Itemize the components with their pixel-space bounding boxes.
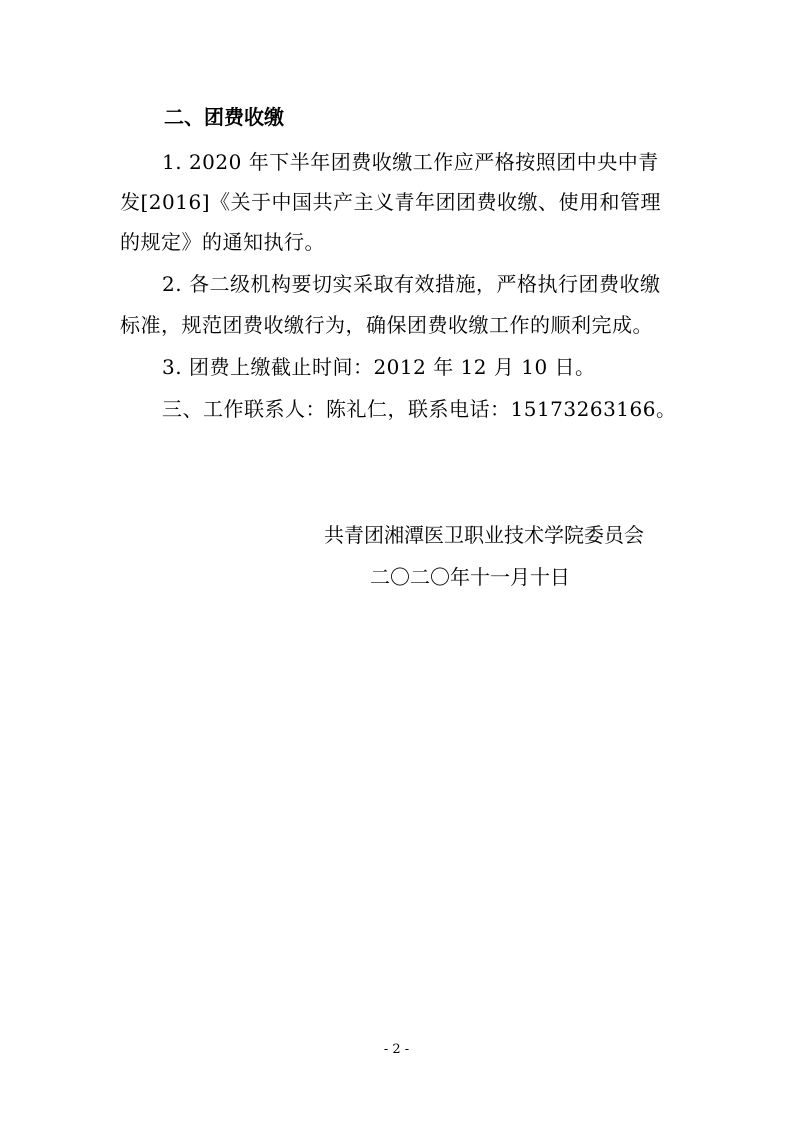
paragraph-2-line-1: 2. 各二级机构要切实采取有效措施，严格执行团费收缴 xyxy=(162,272,661,296)
signature-date: 二〇二〇年十一月十日 xyxy=(370,565,570,589)
paragraph-1-line-3: 的规定》的通知执行。 xyxy=(120,230,325,254)
page-number: - 2 - xyxy=(383,1042,410,1057)
section-heading: 二、团费收缴 xyxy=(164,105,284,129)
signature-organization: 共青团湘潭医卫职业技术学院委员会 xyxy=(324,523,644,547)
paragraph-2-line-2: 标准，规范团费收缴行为，确保团费收缴工作的顺利完成。 xyxy=(120,313,653,337)
paragraph-1-line-1: 1. 2020 年下半年团费收缴工作应严格按照团中央中青 xyxy=(162,150,659,174)
paragraph-1-line-2: 发[2016]《关于中国共产主义青年团团费收缴、使用和管理 xyxy=(120,190,662,214)
paragraph-4-line-1: 三、工作联系人：陈礼仁，联系电话：15173263166。 xyxy=(162,397,677,421)
paragraph-3-line-1: 3. 团费上缴截止时间：2012 年 12 月 10 日。 xyxy=(162,355,596,379)
